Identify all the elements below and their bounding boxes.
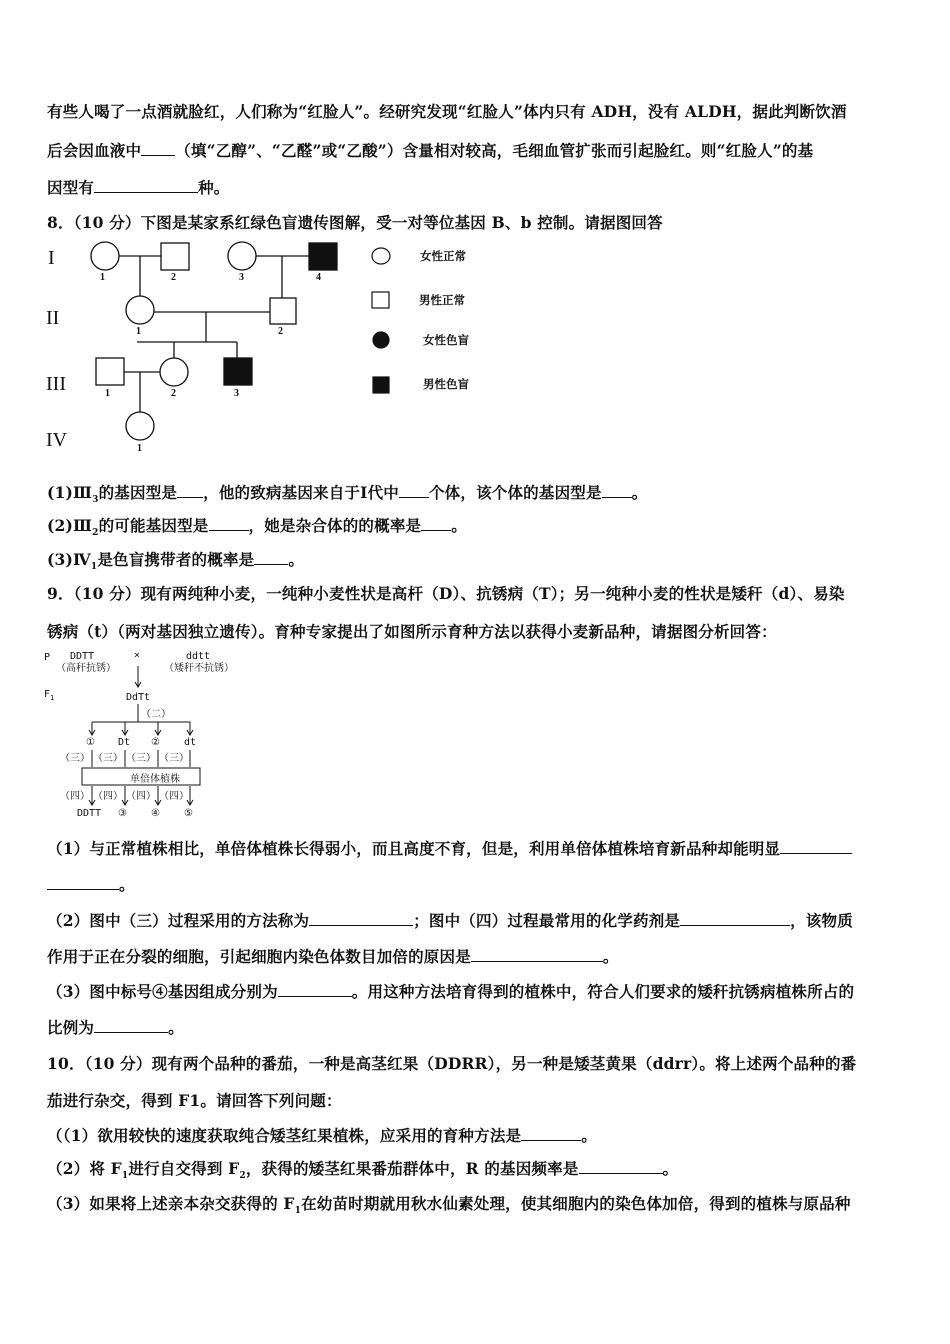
q9-answer-3: （3）图中标号④基因组成分别为 。用这种方法培育得到的植株中，符合人们要求的矮秆抗锈病植株所占的 [47, 982, 855, 1001]
svg-text:F1: $F_1$ [44, 689, 55, 702]
q9-answer-2-cont: 作用于正在分裂的细胞，引起细胞内染色体数目加倍的原因是 。 [47, 947, 619, 966]
q8-heading: 8．（10 分）下图是某家系红绿色盲遗传图解，受一对等位基因 B、b 控制。请据图回答 [47, 213, 663, 232]
answer-blank[interactable] [94, 178, 198, 193]
gen-label-ii: II [46, 307, 60, 329]
legend-female-affected-icon [373, 332, 389, 348]
svg-text:2: 2 [171, 272, 176, 283]
svg-text:DDTT: DDTT [77, 808, 102, 819]
svg-text:（矮秆不抗锈）: （矮秆不抗锈） [164, 663, 234, 674]
svg-text:①: ① [86, 737, 95, 748]
q9-answer-1-cont: 。 [47, 873, 907, 895]
svg-text:女性正常: 女性正常 [420, 249, 466, 263]
svg-text:1: 1 [136, 326, 141, 337]
iii2-female-normal [160, 358, 188, 386]
answer-blank[interactable] [521, 1126, 581, 1141]
svg-text:2: 2 [171, 388, 176, 399]
svg-text:dt: dt [184, 737, 197, 748]
svg-text:4: 4 [316, 272, 321, 283]
svg-text:⑤: ⑤ [184, 808, 193, 819]
i3-female-normal [228, 242, 256, 270]
svg-text:3: 3 [234, 388, 239, 399]
gen-label-i: I [48, 247, 55, 269]
gen-label-iii: III [46, 373, 66, 395]
q9-answer-3-cont: 比例为 。 [47, 1018, 184, 1037]
q9-answer-2: （2）图中（三）过程采用的方法称为 ；图中（四）过程最常用的化学药剂是 ，该物质 [47, 911, 853, 930]
svg-text:×: × [134, 650, 141, 661]
svg-text:DDTT: DDTT [70, 651, 95, 662]
q7-line-3: 因型有 种。 [47, 178, 230, 197]
svg-text:男性色盲: 男性色盲 [423, 377, 469, 391]
i4-male-affected [309, 243, 337, 270]
answer-blank[interactable] [278, 982, 352, 997]
svg-text:（四）: （四） [159, 791, 189, 802]
legend-female-normal-icon [372, 248, 390, 264]
answer-blank[interactable] [94, 1018, 168, 1033]
answer-blank[interactable] [141, 141, 175, 156]
iii1-male-normal [96, 358, 124, 385]
gen-label-iv: IV [46, 429, 68, 451]
answer-blank[interactable] [602, 483, 632, 498]
svg-text:单倍体植株: 单倍体植株 [130, 774, 180, 785]
answer-blank[interactable] [177, 483, 203, 498]
q9-line-2: 锈病（t）（两对基因独立遗传）。育种专家提出了如图所示育种方法以获得小麦新品种，请据图分析回答： [47, 622, 777, 641]
answer-blank[interactable] [209, 516, 249, 531]
ii1-female-normal [126, 296, 154, 324]
legend-male-normal-icon [372, 292, 389, 308]
iv1-female-normal [126, 412, 154, 440]
q10-line-2: 茄进行杂交，得到 F1。请回答下列问题： [47, 1091, 342, 1110]
svg-text:1: 1 [100, 272, 105, 283]
svg-text:1: 1 [137, 443, 142, 454]
svg-text:Dt: Dt [118, 737, 131, 748]
ii2-male-normal [270, 298, 296, 324]
svg-text:DdTt: DdTt [126, 692, 151, 703]
q7-line-2: 后会因血液中 （填“乙醇”、“乙醛”或“乙酸”）含量相对较高，毛细血管扩张而引起脸红。则“红脸人”的基 [47, 141, 814, 160]
svg-text:1: 1 [105, 388, 110, 399]
svg-text:（三）: （三） [60, 753, 90, 764]
svg-text:④: ④ [151, 808, 160, 819]
svg-text:③: ③ [118, 808, 127, 819]
legend-male-affected-icon [373, 377, 389, 393]
svg-text:（高秆抗锈）: （高秆抗锈） [56, 663, 116, 674]
q8-sub-3: $(3)Ⅳ_1$是色盲携带者的概率是 。 [47, 550, 305, 573]
svg-text:（二）: （二） [141, 709, 171, 720]
i1-female-normal [91, 242, 119, 270]
svg-text:（四）: （四） [60, 791, 90, 802]
svg-text:（四）: （四） [126, 791, 156, 802]
svg-text:女性色盲: 女性色盲 [423, 333, 469, 347]
answer-blank[interactable] [579, 1159, 663, 1174]
q10-answer-3: （3）如果将上述亲本杂交获得的 $F_1$在幼苗时期就用秋水仙素处理，使其细胞内的染色体加倍，得到的植株与原品种 [47, 1194, 851, 1217]
svg-text:ddtt: ddtt [186, 651, 211, 662]
answer-blank[interactable] [680, 911, 790, 926]
answer-blank[interactable] [471, 947, 603, 962]
q8-sub-1: $(1)Ⅲ_3$的基因型是 ，他的致病基因来自于Ⅰ代中 个体，该个体的基因型是 。 [47, 483, 648, 506]
svg-text:2: 2 [278, 326, 283, 337]
q10-answer-1: （（1）欲用较快的速度获取纯合矮茎红果植株，应采用的育种方法是 。 [47, 1126, 597, 1145]
q8-sub-2: $(2)Ⅲ_2$的可能基因型是 ，她是杂合体的的概率是 。 [47, 516, 467, 539]
svg-text:P: P [44, 652, 51, 663]
answer-blank[interactable] [780, 839, 852, 854]
q9-answer-1: （1）与正常植株相比，单倍体植株长得弱小，而且高度不育，但是，利用单倍体植株培育新品种却能明显 [47, 837, 907, 859]
breeding-flow-diagram [40, 646, 270, 824]
q9-line-1: 9．（10 分）现有两纯种小麦，一纯种小麦性状是高杆（D）、抗锈病（T）；另一纯种小麦的性状是矮秆（d）、易染 [47, 584, 845, 603]
answer-blank[interactable] [254, 550, 288, 565]
answer-blank[interactable] [47, 875, 119, 890]
i2-male-normal [161, 243, 189, 270]
svg-text:（三）: （三） [93, 753, 123, 764]
q7-line-1: 有些人喝了一点酒就脸红，人们称为“红脸人”。经研究发现“红脸人”体内只有 ADH，没有 ALDH，据此判断饮酒 [47, 102, 847, 121]
answer-blank[interactable] [399, 483, 429, 498]
pedigree-chart [40, 232, 520, 462]
svg-text:3: 3 [239, 272, 244, 283]
svg-text:男性正常: 男性正常 [419, 293, 465, 307]
svg-text:②: ② [151, 737, 160, 748]
iii3-male-affected [224, 358, 252, 385]
answer-blank[interactable] [309, 911, 413, 926]
svg-text:（三）: （三） [126, 753, 156, 764]
q10-answer-2: （2）将 $F_1$进行自交得到 $F_2$，获得的矮茎红果番茄群体中，R 的基因频率是 。 [47, 1159, 679, 1182]
answer-blank[interactable] [421, 516, 451, 531]
svg-text:（四）: （四） [93, 791, 123, 802]
q10-line-1: 10．（10 分）现有两个品种的番茄，一种是高茎红果（DDRR），另一种是矮茎黄果（ddrr）。将上述两个品种的番 [47, 1054, 857, 1073]
svg-text:（三）: （三） [159, 753, 189, 764]
